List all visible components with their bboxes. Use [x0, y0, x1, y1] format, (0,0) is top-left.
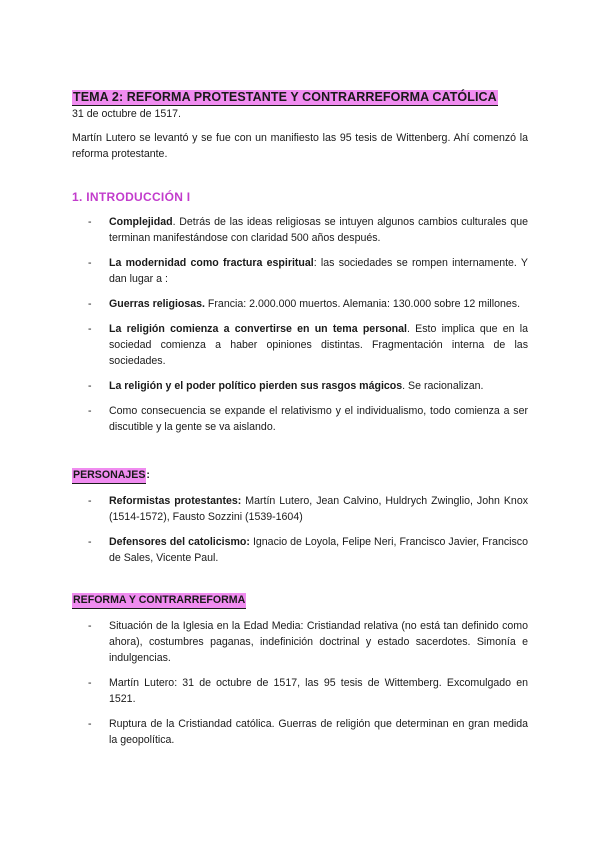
reforma-list: [72, 618, 528, 748]
reforma-section: [72, 590, 528, 748]
list-item: [72, 255, 528, 287]
item-bold-text: Guerras religiosas.: [109, 298, 205, 310]
item-text: . Esto implica que en la sociedad comienza a haber opiniones distintas. Fragmentación interna de las sociedades.: [109, 323, 528, 367]
personajes-section: [72, 465, 528, 566]
item-text: Martín Lutero: 31 de octubre de 1517, las 95 tesis de Wittemberg. Excomulgado en 1521.: [109, 677, 528, 705]
dash-bullet: -: [88, 620, 92, 632]
item-text: Francia: 2.000.000 muertos. Alemania: 130.000 sobre 12 millones.: [204, 298, 521, 310]
item-bold-text: La religión comienza a convertirse en un tema personal: [109, 323, 407, 335]
dash-bullet: -: [88, 257, 92, 269]
list-item: [72, 378, 528, 394]
dash-bullet: -: [88, 323, 92, 335]
dash-bullet: -: [88, 677, 92, 689]
section-heading-personajes: PERSONAJES: [72, 468, 146, 484]
list-item: [72, 214, 528, 246]
list-item: [72, 534, 528, 566]
intro-paragraph: Martín Lutero se levantó y se fue con un manifiesto las 95 tesis de Wittenberg. Ahí comenzó la reforma protestante.: [72, 132, 528, 160]
section-heading-introduccion: 1. INTRODUCCIÓN I: [72, 190, 191, 204]
section-heading-reforma: REFORMA Y CONTRARREFORMA: [72, 593, 246, 609]
list-item: [72, 618, 528, 666]
item-text: . Detrás de las ideas religiosas se intuyen algunos cambios culturales que terminan manifestándose con claridad 500 años después.: [109, 216, 528, 244]
dash-bullet: -: [88, 495, 92, 507]
dash-bullet: -: [88, 405, 92, 417]
list-item: [72, 403, 528, 435]
introduccion-list: [72, 214, 528, 435]
list-item: [72, 321, 528, 369]
item-bold-text: Complejidad: [109, 216, 173, 228]
date-line: 31 de octubre de 1517.: [72, 108, 181, 120]
dash-bullet: -: [88, 718, 92, 730]
personajes-colon: :: [146, 469, 150, 481]
dash-bullet: -: [88, 298, 92, 310]
list-item: [72, 675, 528, 707]
item-bold-text: Defensores del catolicismo:: [109, 536, 250, 548]
item-text: Ignacio de Loyola, Felipe Neri, Francisco Javier, Francisco de Sales, Vicente Paul.: [109, 536, 528, 564]
item-bold-text: La modernidad como fractura espiritual: [109, 257, 314, 269]
list-item: [72, 716, 528, 748]
page-title: TEMA 2: REFORMA PROTESTANTE Y CONTRARREFORMA CATÓLICA: [73, 90, 497, 104]
item-text: Situación de la Iglesia en la Edad Media: Cristiandad relativa (no está tan definido como ahora), costumbres paganas, indefinición doctrinal y estado sacerdotes. Simonía e indulgencias.: [109, 620, 528, 664]
item-bold-text: Reformistas protestantes:: [109, 495, 242, 507]
item-text: Ruptura de la Cristiandad católica. Guerras de religión que determinan en gran medida la geopolítica.: [109, 718, 528, 746]
dash-bullet: -: [88, 216, 92, 228]
item-bold-text: La religión y el poder político pierden sus rasgos mágicos: [109, 380, 403, 392]
item-text: : las sociedades se rompen internamente. Y dan lugar a :: [109, 257, 528, 285]
item-text: Como consecuencia se expande el relativismo y el individualismo, todo comienza a ser discutible y la gente se va aislando.: [109, 405, 528, 433]
document-page: [72, 88, 528, 748]
list-item: [72, 296, 528, 312]
item-text: Martín Lutero, Jean Calvino, Huldrych Zwinglio, John Knox (1514-1572), Fausto Sozzini (1539-1604): [109, 495, 529, 523]
dash-bullet: -: [88, 380, 92, 392]
dash-bullet: -: [88, 536, 92, 548]
item-text: . Se racionalizan.: [402, 380, 484, 392]
personajes-list: [72, 493, 528, 566]
list-item: [72, 493, 528, 525]
